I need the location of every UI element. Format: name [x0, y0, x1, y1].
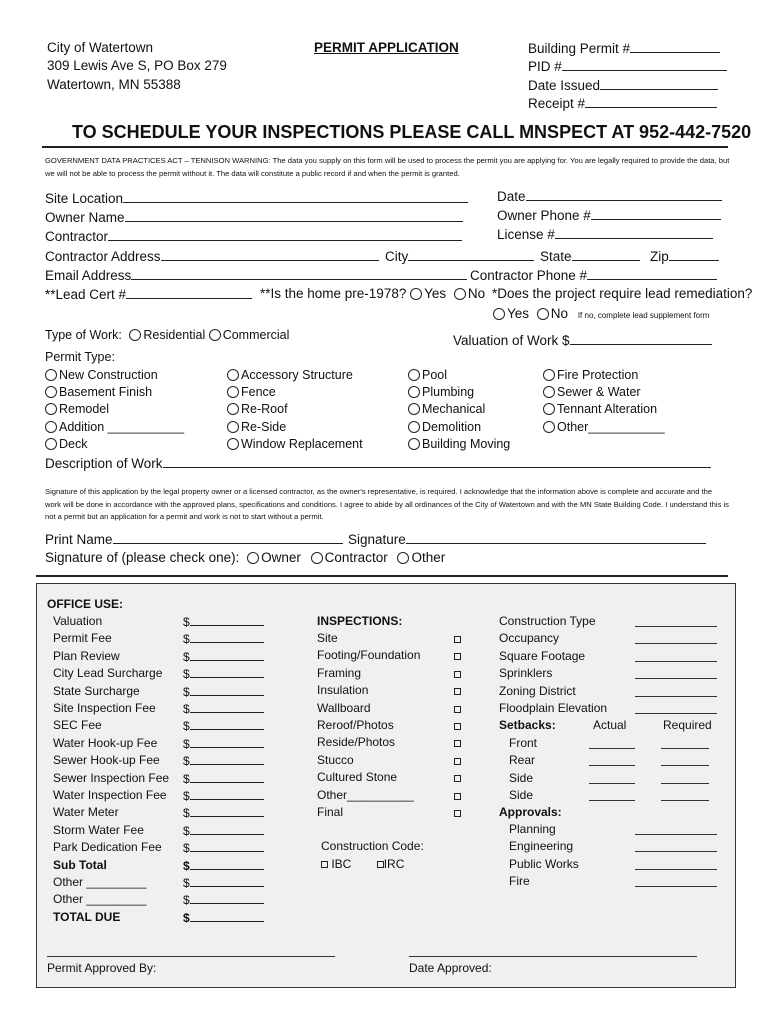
fee-amount-field[interactable]: [183, 649, 264, 664]
pid-field[interactable]: [528, 58, 727, 74]
lead-cert-label: **Lead Cert #: [45, 287, 127, 302]
inspection-checkbox[interactable]: [454, 688, 461, 695]
fee-blank[interactable]: [190, 910, 264, 922]
fee-blank[interactable]: [190, 684, 264, 696]
fee-label: Water Inspection Fee: [53, 788, 167, 802]
fee-label: Sewer Hook-up Fee: [53, 753, 160, 768]
fee-blank[interactable]: [190, 788, 264, 800]
fee-blank[interactable]: [190, 736, 264, 748]
fee-amount-field[interactable]: [183, 823, 264, 838]
fee-blank[interactable]: [190, 805, 264, 817]
inspection-label: Cultured Stone: [317, 770, 398, 785]
lead-note: If no, complete lead supplement form: [577, 311, 710, 320]
fee-amount-field[interactable]: [183, 805, 264, 820]
print-name-label: Print Name: [45, 532, 113, 547]
pre1978-yes-radio[interactable]: [410, 288, 422, 300]
lead-yes-radio[interactable]: [493, 308, 505, 320]
fee-blank[interactable]: [190, 718, 264, 730]
permit-type-radio[interactable]: [45, 438, 57, 450]
irc-label: IRC: [383, 857, 405, 871]
permit-type-option[interactable]: [408, 402, 485, 416]
fee-blank[interactable]: [190, 771, 264, 783]
zoning-label: Floodplain Elevation: [499, 701, 608, 715]
fee-label: Water Hook-up Fee: [53, 735, 158, 750]
fee-label: Park Dedication Fee: [53, 840, 162, 855]
inspection-label: Stucco: [317, 752, 354, 767]
permit-type-option[interactable]: [408, 437, 510, 451]
dollar-sign: $: [183, 893, 190, 908]
permit-type-label: Fence: [241, 385, 276, 400]
fee-label: Other _________: [53, 892, 147, 907]
print-name-field[interactable]: [45, 531, 343, 547]
city-state-zip: Watertown, MN 55388: [47, 77, 181, 92]
ibc-label: IBC: [331, 857, 352, 871]
fee-amount-field[interactable]: [183, 771, 264, 786]
fee-amount-field[interactable]: [183, 701, 264, 716]
dollar-sign: $: [183, 754, 190, 769]
permit-type-radio[interactable]: [543, 421, 555, 433]
contractor-address-field[interactable]: [45, 248, 379, 264]
permit-type-radio[interactable]: [543, 403, 555, 415]
inspection-label: Other__________: [317, 787, 414, 802]
pid-label: PID #: [528, 59, 562, 74]
pre1978-question: [260, 286, 485, 301]
contractor-radio[interactable]: [311, 552, 323, 564]
inspection-checkbox[interactable]: [454, 810, 461, 817]
fee-label: Plan Review: [53, 648, 120, 663]
building-permit-field[interactable]: [528, 40, 720, 56]
permit-type-option[interactable]: [543, 368, 638, 382]
inspection-checkbox[interactable]: [454, 758, 461, 765]
other-sig-label: Other: [411, 550, 446, 565]
lead-no-label: No: [550, 306, 569, 321]
approval-blank[interactable]: [635, 869, 717, 870]
dollar-sign: $: [183, 858, 190, 873]
zoning-label: Construction Type: [499, 614, 596, 628]
fee-amount-field[interactable]: [183, 858, 264, 873]
dollar-sign: $: [183, 667, 190, 682]
fee-amount-field[interactable]: [183, 753, 264, 768]
irc-checkbox[interactable]: [377, 861, 384, 868]
fee-label: Other _________: [53, 875, 147, 889]
fee-amount-field[interactable]: [183, 684, 264, 699]
permit-type-label: Permit Type:: [45, 350, 115, 364]
inspections-title: INSPECTIONS:: [317, 614, 403, 628]
permit-type-radio[interactable]: [543, 386, 555, 398]
approval-label: Engineering: [509, 839, 574, 854]
inspection-label: Wallboard: [317, 700, 371, 715]
setback-required-blank[interactable]: [661, 800, 709, 801]
fee-label: SEC Fee: [53, 718, 102, 733]
fee-blank[interactable]: [190, 840, 264, 852]
fee-amount-field[interactable]: [183, 631, 264, 646]
approval-label: Fire: [509, 874, 530, 889]
permit-type-option[interactable]: [227, 402, 288, 416]
type-of-work-label: Type of Work:: [45, 328, 122, 342]
fee-amount-field[interactable]: [183, 840, 264, 855]
permit-type-option[interactable]: [227, 437, 363, 451]
owner-radio[interactable]: [247, 552, 259, 564]
banner-rule: [42, 146, 728, 148]
inspection-checkbox[interactable]: [454, 706, 461, 713]
permit-type-radio[interactable]: [408, 421, 420, 433]
permit-type-option[interactable]: [45, 437, 87, 451]
setback-actual-blank[interactable]: [589, 783, 635, 784]
inspection-label: Framing: [317, 665, 362, 680]
site-location-field[interactable]: [45, 190, 468, 206]
valuation-field[interactable]: [453, 332, 712, 348]
permit-type-option[interactable]: [45, 368, 158, 382]
fee-label: State Surcharge: [53, 683, 140, 698]
setback-actual-blank[interactable]: [589, 765, 635, 766]
owner-label: Owner: [261, 550, 301, 565]
city-name: City of Watertown: [47, 40, 154, 55]
inspection-checkbox[interactable]: [454, 740, 461, 747]
city-field[interactable]: [385, 248, 534, 264]
setbacks-label: Setbacks:: [499, 718, 556, 732]
fee-blank[interactable]: [190, 701, 264, 713]
zoning-label: Zoning District: [499, 683, 576, 698]
date-approved-label: Date Approved:: [409, 961, 492, 975]
signature-label: Signature: [348, 532, 406, 547]
permit-type-radio[interactable]: [408, 403, 420, 415]
fee-label: Sub Total: [53, 857, 107, 872]
permit-type-label: Addition ___________: [59, 419, 185, 434]
inspection-label: Final: [317, 805, 344, 819]
permit-type-label: Fire Protection: [557, 368, 639, 382]
setback-label: Rear: [509, 753, 536, 768]
receipt-field[interactable]: [528, 95, 717, 111]
state-field[interactable]: [540, 248, 640, 264]
fee-amount-field[interactable]: [183, 736, 264, 751]
fee-label: Site Inspection Fee: [53, 701, 156, 715]
approval-blank[interactable]: [635, 834, 717, 835]
permit-type-label: Pool: [422, 368, 448, 382]
permit-type-option[interactable]: [408, 385, 474, 399]
permit-type-label: Plumbing: [422, 385, 475, 400]
signature-of-row: [45, 550, 445, 565]
permit-type-radio[interactable]: [45, 421, 57, 433]
other-radio[interactable]: [397, 552, 409, 564]
permit-type-radio[interactable]: [227, 438, 239, 450]
zoning-blank[interactable]: [635, 661, 717, 662]
site-location-label: Site Location: [45, 191, 124, 206]
office-use-title: OFFICE USE:: [47, 597, 124, 611]
dollar-sign: $: [183, 771, 190, 786]
approved-by-line[interactable]: [47, 956, 335, 957]
dollar-sign: $: [183, 876, 190, 890]
zoning-blank[interactable]: [635, 626, 717, 627]
dollar-sign: $: [183, 910, 190, 925]
permit-type-radio[interactable]: [408, 438, 420, 450]
inspection-label: Footing/Foundation: [317, 648, 421, 663]
receipt-label: Receipt #: [528, 96, 586, 111]
fee-blank[interactable]: [190, 614, 264, 626]
dollar-sign: $: [183, 719, 190, 734]
inspection-checkbox[interactable]: [454, 636, 461, 643]
setback-label: Side: [509, 770, 534, 785]
zoning-blank[interactable]: [635, 678, 717, 679]
permit-type-option[interactable]: [45, 420, 184, 434]
fee-blank[interactable]: [190, 666, 264, 678]
setback-required-blank[interactable]: [661, 765, 709, 766]
date-issued-field[interactable]: [528, 77, 718, 93]
pre1978-no-radio[interactable]: [454, 288, 466, 300]
contractor-label: Contractor: [45, 229, 109, 244]
construction-code-options: [321, 857, 404, 871]
permit-type-label: Deck: [59, 436, 88, 451]
permit-type-label: Basement Finish: [59, 385, 153, 400]
actual-header: Actual: [593, 718, 627, 732]
fee-amount-field[interactable]: [183, 788, 264, 803]
email-field[interactable]: [45, 267, 467, 283]
pre1978-no-label: No: [467, 286, 486, 301]
dollar-sign: $: [183, 684, 190, 699]
fee-blank[interactable]: [190, 875, 264, 887]
inspection-checkbox[interactable]: [454, 653, 461, 660]
fee-label: Water Meter: [53, 805, 119, 820]
fee-label: TOTAL DUE: [53, 909, 121, 924]
permit-type-radio[interactable]: [45, 386, 57, 398]
license-label: License #: [497, 227, 555, 242]
zoning-blank[interactable]: [635, 713, 717, 714]
fee-amount-field[interactable]: [183, 910, 264, 925]
inspection-checkbox[interactable]: [454, 723, 461, 730]
city-label: City: [385, 249, 409, 264]
inspection-label: Reroof/Photos: [317, 718, 394, 732]
zip-field[interactable]: [650, 248, 719, 264]
permit-type-option[interactable]: [408, 368, 447, 382]
contractor-phone-label: Contractor Phone #: [470, 268, 588, 283]
owner-phone-label: Owner Phone #: [497, 208, 591, 223]
zoning-label: Occupancy: [499, 631, 560, 646]
lead-yes-label: Yes: [507, 306, 530, 321]
permit-type-radio[interactable]: [227, 403, 239, 415]
owner-phone-field[interactable]: [497, 207, 721, 223]
building-permit-label: Building Permit #: [528, 41, 631, 56]
permit-type-radio[interactable]: [408, 369, 420, 381]
required-header: Required: [663, 718, 712, 732]
commercial-radio[interactable]: [209, 329, 221, 341]
date-label: Date: [497, 189, 526, 204]
permit-type-label: Sewer & Water: [557, 385, 641, 400]
dollar-sign: $: [183, 632, 190, 647]
pre1978-label: **Is the home pre-1978?: [260, 286, 407, 301]
permit-type-option[interactable]: [45, 402, 109, 416]
fee-label: Permit Fee: [53, 631, 112, 646]
dollar-sign: $: [183, 649, 190, 664]
zip-label: Zip: [650, 249, 669, 264]
dollar-sign: $: [183, 736, 190, 751]
permit-type-label: Building Moving: [422, 436, 511, 451]
form-title: PERMIT APPLICATION: [314, 40, 459, 55]
signature-statement: Signature of this application by the legal property owner or a licensed contractor, as the owner's representative, is required. I acknowledge that the information above is complete and accurate and the work will be done in accordance with the approved plans, specifications and conditions. I agree to abide by all ordinances of the City of Watertown and with the MN State Building Code. I understand this is not a permit but an application for a permit and work is not to start without a permit.: [45, 487, 729, 521]
permit-type-option[interactable]: [543, 420, 665, 434]
state-label: State: [540, 249, 572, 264]
ibc-checkbox[interactable]: [321, 861, 328, 868]
fee-blank[interactable]: [190, 892, 264, 904]
city-address: 309 Lewis Ave S, PO Box 279: [47, 58, 227, 73]
permit-type-label: Window Replacement: [241, 436, 363, 451]
lead-remediation-options: [493, 306, 709, 321]
permit-type-radio[interactable]: [543, 369, 555, 381]
permit-type-label: Demolition: [422, 419, 482, 434]
fee-label: City Lead Surcharge: [53, 666, 163, 681]
setback-label: Front: [509, 736, 538, 750]
fee-label: Sewer Inspection Fee: [53, 770, 170, 785]
permit-type-option[interactable]: [543, 385, 641, 399]
setback-label: Side: [509, 788, 534, 803]
fee-amount-field[interactable]: [183, 666, 264, 681]
permit-type-label: New Construction: [59, 368, 158, 382]
description-label: Description of Work: [45, 456, 163, 471]
approvals-label: Approvals:: [499, 805, 562, 819]
construction-code-label: Construction Code:: [321, 839, 424, 853]
data-practices-notice: GOVERNMENT DATA PRACTICES ACT – TENNISON WARNING: The data you supply on this form will be used to process the permit you are applying for. You are legally required to provide the data, but we will not be able to process the permit without it. The data will constitute a public record if and when the permit is granted.: [45, 156, 730, 178]
fee-blank[interactable]: [190, 753, 264, 765]
permit-type-radio[interactable]: [45, 403, 57, 415]
inspection-label: Insulation: [317, 683, 369, 698]
fee-blank[interactable]: [190, 823, 264, 835]
date-field[interactable]: [497, 188, 722, 204]
permit-type-option[interactable]: [408, 420, 481, 434]
dollar-sign: $: [183, 702, 190, 716]
email-label: Email Address: [45, 268, 132, 283]
owner-name-field[interactable]: [45, 209, 463, 225]
fee-amount-field[interactable]: [183, 718, 264, 733]
setback-required-blank[interactable]: [661, 748, 709, 749]
inspection-checkbox[interactable]: [454, 775, 461, 782]
contractor-field[interactable]: [45, 228, 462, 244]
dollar-sign: $: [183, 615, 190, 629]
permit-type-label: Re-Roof: [241, 402, 288, 417]
permit-type-label: Other___________: [557, 419, 665, 434]
fee-label: Storm Water Fee: [53, 822, 144, 837]
permit-type-label: Mechanical: [422, 402, 486, 417]
contractor-sig-label: Contractor: [324, 550, 388, 565]
description-field[interactable]: [45, 455, 711, 471]
owner-name-label: Owner Name: [45, 210, 125, 225]
lead-cert-field[interactable]: [45, 286, 252, 302]
permit-type-option[interactable]: [227, 368, 353, 382]
license-field[interactable]: [497, 226, 713, 242]
approval-label: Public Works: [509, 856, 579, 871]
type-of-work-row: [45, 328, 289, 342]
fee-blank[interactable]: [190, 631, 264, 643]
date-issued-label: Date Issued: [528, 78, 601, 93]
fee-amount-field[interactable]: [183, 614, 264, 629]
fee-amount-field[interactable]: [183, 875, 264, 890]
permit-type-label: Remodel: [59, 402, 110, 417]
permit-type-option[interactable]: [227, 420, 286, 434]
permit-type-option[interactable]: [45, 385, 152, 399]
dollar-sign: $: [183, 841, 190, 856]
zoning-blank[interactable]: [635, 643, 717, 644]
permit-type-label: Re-Side: [241, 419, 287, 434]
dollar-sign: $: [183, 789, 190, 803]
office-use-panel: [36, 583, 736, 988]
fee-label: Valuation: [53, 614, 103, 628]
section-rule: [36, 575, 728, 577]
lead-no-radio[interactable]: [537, 308, 549, 320]
inspection-checkbox[interactable]: [454, 671, 461, 678]
zoning-label: Square Footage: [499, 648, 586, 663]
zoning-label: Sprinklers: [499, 666, 553, 681]
dollar-sign: $: [183, 806, 190, 821]
inspection-banner: TO SCHEDULE YOUR INSPECTIONS PLEASE CALL MNSPECT AT 952-442-7520: [72, 122, 752, 142]
approval-label: Planning: [509, 822, 556, 836]
permit-type-radio[interactable]: [227, 369, 239, 381]
contractor-phone-field[interactable]: [470, 267, 717, 283]
lead-remediation-label: *Does the project require lead remediation?: [492, 286, 753, 301]
permit-type-radio[interactable]: [227, 421, 239, 433]
check-one-label: Signature of (please check one):: [45, 550, 240, 565]
permit-type-radio[interactable]: [227, 386, 239, 398]
setback-actual-blank[interactable]: [589, 800, 635, 801]
approval-blank[interactable]: [635, 851, 717, 852]
pre1978-yes-label: Yes: [424, 286, 447, 301]
permit-type-label: Accessory Structure: [241, 368, 353, 382]
permit-type-label: Tennant Alteration: [557, 402, 658, 417]
fee-amount-field[interactable]: [183, 892, 264, 907]
dollar-sign: $: [183, 823, 190, 838]
fee-blank[interactable]: [190, 858, 264, 870]
residential-radio[interactable]: [129, 329, 141, 341]
fee-blank[interactable]: [190, 649, 264, 661]
inspection-label: Reside/Photos: [317, 735, 396, 750]
permit-type-option[interactable]: [543, 402, 657, 416]
commercial-label: Commercial: [222, 328, 290, 342]
valuation-label: Valuation of Work $: [453, 333, 570, 348]
inspection-label: Site: [317, 631, 338, 645]
permit-type-radio[interactable]: [45, 369, 57, 381]
permit-type-option[interactable]: [227, 385, 276, 399]
approval-blank[interactable]: [635, 886, 717, 887]
residential-label: Residential: [143, 328, 206, 342]
signature-field[interactable]: [348, 531, 706, 547]
inspection-checkbox[interactable]: [454, 793, 461, 800]
setback-actual-blank[interactable]: [589, 748, 635, 749]
permit-type-radio[interactable]: [408, 386, 420, 398]
setback-required-blank[interactable]: [661, 783, 709, 784]
date-approved-line[interactable]: [409, 956, 697, 957]
contractor-address-label: Contractor Address: [45, 249, 161, 264]
permit-approved-by-label: Permit Approved By:: [47, 961, 157, 975]
zoning-blank[interactable]: [635, 696, 717, 697]
